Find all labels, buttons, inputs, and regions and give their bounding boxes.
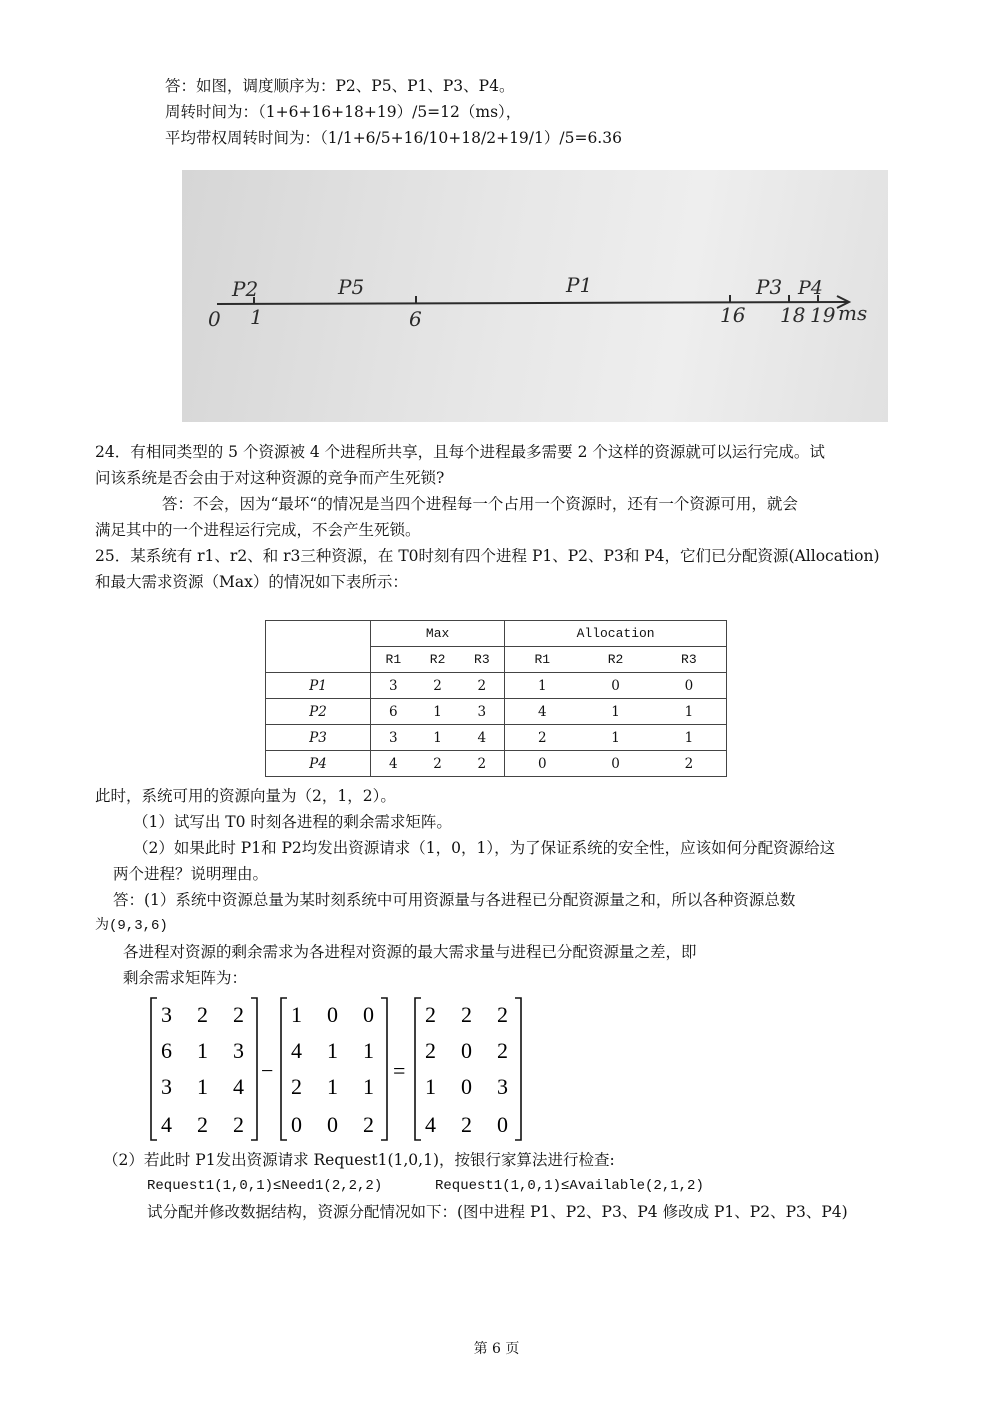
table-proc-cell: P1 [266,673,371,699]
matrix-cell: 2 [497,1038,508,1063]
timeline-photo [182,170,888,422]
matrix-cell: 0 [461,1074,472,1099]
table-header-row [266,621,727,647]
matrix-cell: 1 [197,1038,208,1063]
table-alloc-r3: R3 [652,647,727,673]
matrix-cell: 3 [497,1074,508,1099]
answer-1-line4: 剩余需求矩阵为： [123,969,248,987]
table-row [266,751,727,777]
q24-line1: 24．有相同类型的 5 个资源被 4 个进程所共享，且每个进程最多需要 2 个这样的资源就可以运行完成。试 [95,443,825,461]
matrix-cell: 2 [233,1112,244,1137]
matrix-cell: 1 [363,1074,374,1099]
q23-answer-line1: 答：如图，调度顺序为：P2、P5、P1、P3、P4。 [165,77,515,95]
table-cell: 0 [652,673,727,699]
table-corner-cell [266,621,371,673]
equals-sign: = [393,1058,406,1083]
table-proc-cell: P2 [266,699,371,725]
table-alloc-r1: R1 [505,647,580,673]
table-max-r1: R1 [371,647,416,673]
table-cell: 4 [460,725,505,751]
table-proc-cell: P3 [266,725,371,751]
part2-check-need: Request1(1,0,1)≤Need1(2,2,2) [147,1178,383,1194]
resource-table [265,620,727,777]
table-cell: 2 [416,751,460,777]
table-cell: 4 [371,751,416,777]
q25-line1: 25．某系统有 r1、r2、和 r3三种资源，在 T0时刻有四个进程 P1、P2、P3和 P4，它们已分配资源(Allocation) [95,547,880,565]
matrix-cell: 2 [497,1002,508,1027]
timeline-tick-1: 1 [250,305,263,329]
available-vector-text: 此时，系统可用的资源向量为（2，1，2）。 [95,787,396,805]
timeline-label-p1: P1 [566,273,593,297]
matrix-cell: 0 [327,1002,338,1027]
question-2-line2: 两个进程？说明理由。 [113,865,269,883]
matrix-cell: 2 [425,1002,436,1027]
matrix-cell: 1 [327,1074,338,1099]
table-cell: 1 [579,699,651,725]
table-cell: 1 [652,725,727,751]
matrix-cell: 2 [233,1002,244,1027]
answer-1-line3: 各进程对资源的剩余需求为各进程对资源的最大需求量与进程已分配资源量之差，即 [123,943,697,961]
table-cell: 0 [505,751,580,777]
part2-line3: 试分配并修改数据结构，资源分配情况如下：(图中进程 P1、P2、P3、P4 修改成 P1、P2、P3、P4) [147,1203,848,1221]
table-cell: 1 [416,725,460,751]
table-cell: 3 [371,725,416,751]
q24-answer2: 满足其中的一个进程运行完成，不会产生死锁。 [95,521,421,539]
matrix-cell: 3 [161,1002,172,1027]
matrix-equation [145,996,535,1144]
timeline-label-p2: P2 [232,277,259,301]
matrix-cell: 3 [233,1038,244,1063]
matrix-cell: 0 [497,1112,508,1137]
matrix-cell: 6 [161,1038,172,1063]
matrix-cell: 4 [425,1112,436,1137]
table-cell: 2 [460,751,505,777]
timeline-unit: ms [838,301,868,325]
matrix-cell: 0 [291,1112,302,1137]
need-matrix [425,1002,508,1137]
table-cell: 1 [579,725,651,751]
part2-line1: （2）若此时 P1发出资源请求 Request1(1,0,1)，按银行家算法进行检查: [103,1151,615,1169]
matrix-cell: 3 [161,1074,172,1099]
table-cell: 3 [460,699,505,725]
table-cell: 3 [371,673,416,699]
matrix-cell: 4 [233,1074,244,1099]
table-cell: 2 [505,725,580,751]
table-cell: 1 [416,699,460,725]
table-cell: 2 [460,673,505,699]
table-row [266,699,727,725]
timeline-label-p5: P5 [338,275,365,299]
matrix-cell: 1 [197,1074,208,1099]
matrix-cell: 0 [461,1038,472,1063]
answer-1-line2: 为(9,3,6) [95,918,168,934]
matrix-cell: 0 [327,1112,338,1137]
table-cell: 1 [505,673,580,699]
matrix-cell: 2 [197,1002,208,1027]
q23-answer-line2: 周转时间为：（1+6+16+18+19）/5=12（ms）， [165,103,522,121]
q24-line2: 问该系统是否会由于对这种资源的竞争而产生死锁? [95,469,445,487]
table-max-header: Max [371,621,505,647]
question-2-line1: （2）如果此时 P1和 P2均发出资源请求（1，0，1），为了保证系统的安全性，应该如何分配资源给这 [133,839,836,857]
matrix-cell: 1 [363,1038,374,1063]
table-proc-cell: P4 [266,751,371,777]
alloc-matrix [291,1002,374,1137]
timeline-tick-18: 18 [780,303,806,327]
table-row [266,725,727,751]
question-1: （1）试写出 T0 时刻各进程的剩余需求矩阵。 [133,813,452,831]
matrix-cell: 1 [425,1074,436,1099]
q24-answer1: 答：不会，因为“最坏“的情况是当四个进程每一个占用一个资源时，还有一个资源可用，就会 [162,495,798,513]
table-cell: 0 [579,751,651,777]
matrix-cell: 2 [425,1038,436,1063]
matrix-cell: 4 [291,1038,302,1063]
table-cell: 0 [579,673,651,699]
timeline-tick-16: 16 [720,303,746,327]
table-cell: 2 [416,673,460,699]
matrix-cell: 4 [161,1112,172,1137]
matrix-cell: 1 [291,1002,302,1027]
matrix-cell: 2 [363,1112,374,1137]
table-row [266,673,727,699]
table-alloc-r2: R2 [579,647,651,673]
table-max-r3: R3 [460,647,505,673]
matrix-cell: 2 [461,1002,472,1027]
matrix-cell: 2 [461,1112,472,1137]
table-cell: 6 [371,699,416,725]
timeline-tick-0: 0 [208,307,221,331]
timeline-label-p4: P4 [798,277,823,299]
matrix-cell: 1 [327,1038,338,1063]
table-cell: 1 [652,699,727,725]
minus-sign: − [261,1058,274,1083]
timeline-diagram [182,170,888,422]
timeline-label-p3: P3 [756,275,783,299]
part2-check-available: Request1(1,0,1)≤Available(2,1,2) [435,1178,704,1194]
table-max-r2: R2 [416,647,460,673]
timeline-tick-6: 6 [409,307,422,331]
page-number: 第 6 页 [473,1341,520,1357]
table-cell: 4 [505,699,580,725]
max-matrix [161,1002,244,1137]
table-allocation-header: Allocation [505,621,727,647]
table-cell: 2 [652,751,727,777]
answer-1-line1: 答：(1）系统中资源总量为某时刻系统中可用资源量与各进程已分配资源量之和，所以各种资源总数 [113,891,796,909]
q25-line2: 和最大需求资源（Max）的情况如下表所示： [95,573,408,591]
matrix-cell: 0 [363,1002,374,1027]
timeline-axis [217,302,847,304]
matrix-cell: 2 [291,1074,302,1099]
timeline-tick-19: 19 [810,303,836,327]
matrix-cell: 2 [197,1112,208,1137]
q23-answer-line3: 平均带权周转时间为：（1/1+6/5+16/10+18/2+19/1）/5=6.36 [165,129,622,147]
